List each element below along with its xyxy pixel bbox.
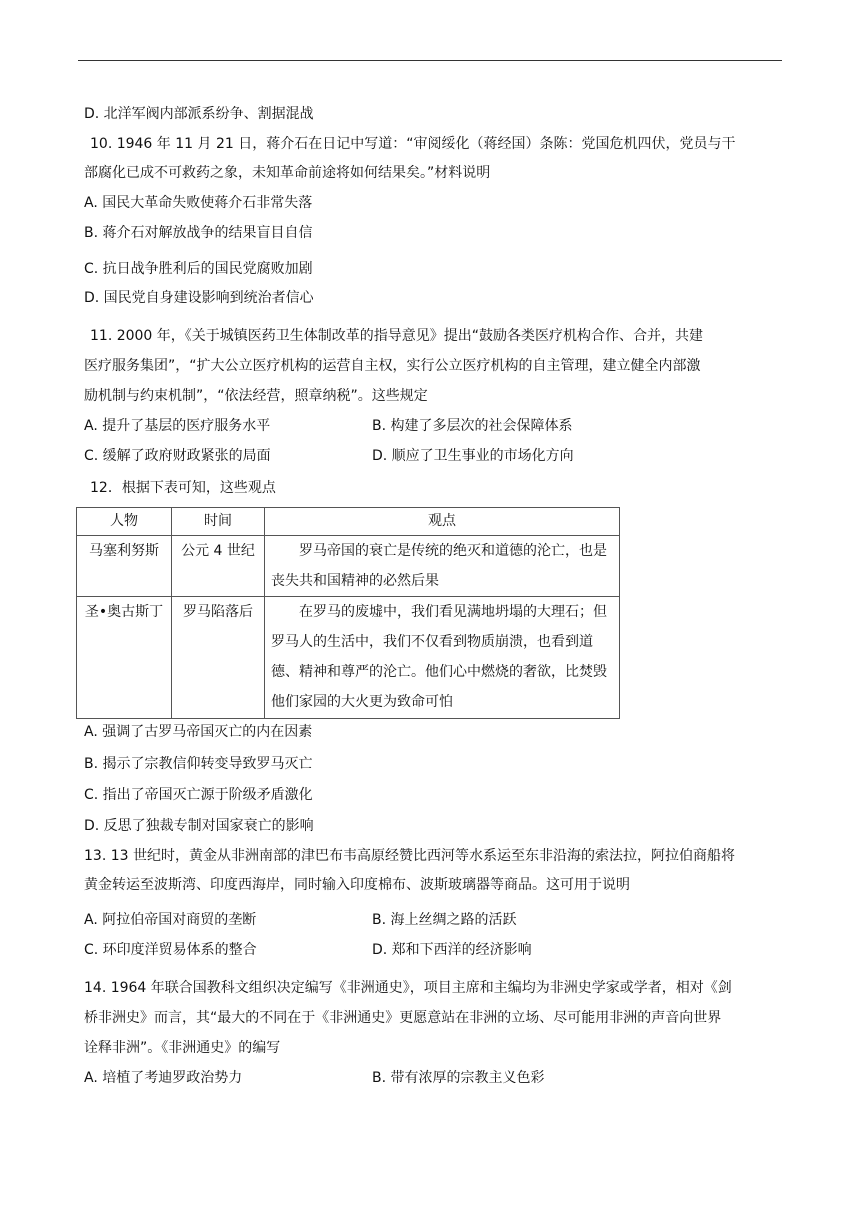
- q10-option-d: D. 国民党自身建设影响到统治者信心: [84, 290, 314, 306]
- header-time: 时间: [172, 508, 265, 536]
- header-rule: [78, 60, 782, 61]
- q12-option-b: B. 揭示了宗教信仰转变导致罗马灭亡: [84, 756, 313, 772]
- q12-option-a: A. 强调了古罗马帝国灭亡的内在因素: [84, 724, 313, 740]
- q10-option-a: A. 国民大革命失败使蒋介石非常失落: [84, 195, 313, 211]
- q11-option-c: C. 缓解了政府财政紧张的局面: [84, 448, 271, 464]
- header-person: 人物: [77, 508, 172, 536]
- header-view: 观点: [265, 508, 620, 536]
- q10-option-b: B. 蒋介石对解放战争的结果盲目自信: [84, 225, 313, 241]
- q10-option-c: C. 抗日战争胜利后的国民党腐败加剧: [84, 261, 313, 277]
- table-header-row: [77, 508, 620, 536]
- q12-option-c: C. 指出了帝国灭亡源于阶级矛盾激化: [84, 787, 313, 803]
- table-row: [77, 597, 620, 719]
- q13-option-a: A. 阿拉伯帝国对商贸的垄断: [84, 912, 257, 928]
- q11-option-b: B. 构建了多层次的社会保障体系: [372, 418, 573, 434]
- row1-view: 罗马帝国的衰亡是传统的绝灭和道德的沦亡，也是丧失共和国精神的必然后果: [265, 536, 620, 597]
- q14-option-b: B. 带有浓厚的宗教主义色彩: [372, 1070, 545, 1086]
- q13-stem-line-1: 13. 13 世纪时，黄金从非洲南部的津巴布韦高原经赞比西河等水系运至东非沿海的索法拉，阿拉伯商船将: [84, 848, 735, 864]
- q14-stem-line-1: 14. 1964 年联合国教科文组织决定编写《非洲通史》，项目主席和主编均为非洲史学家或学者，相对《剑: [84, 980, 732, 996]
- q11-stem-line-3: 励机制与约束机制”，“依法经营，照章纳税”。这些规定: [84, 388, 428, 404]
- row2-time: 罗马陷落后: [172, 597, 265, 719]
- row1-time: 公元 4 世纪: [172, 536, 265, 597]
- q11-option-d: D. 顺应了卫生事业的市场化方向: [372, 448, 574, 464]
- q14-option-a: A. 培植了考迪罗政治势力: [84, 1070, 243, 1086]
- q14-stem-line-2: 桥非洲史》而言，其“最大的不同在于《非洲通史》更愿意站在非洲的立场、尽可能用非洲的声音向世界: [84, 1010, 722, 1026]
- q13-option-d: D. 郑和下西洋的经济影响: [372, 942, 532, 958]
- q13-option-b: B. 海上丝绸之路的活跃: [372, 912, 517, 928]
- table-row: [77, 536, 620, 597]
- q11-stem-line-1: 11. 2000 年，《关于城镇医药卫生体制改革的指导意见》提出“鼓励各类医疗机构合作、合并，共建: [90, 328, 704, 344]
- row2-view: 在罗马的废墟中，我们看见满地坍塌的大理石；但罗马人的生活中，我们不仅看到物质崩溃，也看到道德、精神和尊严的沦亡。他们心中燃烧的奢欲，比焚毁他们家园的大火更为致命可怕: [265, 597, 620, 719]
- row1-person: 马塞利努斯: [77, 536, 172, 597]
- q11-stem-line-2: 医疗服务集团”，“扩大公立医疗机构的运营自主权，实行公立医疗机构的自主管理，建立健全内部激: [84, 358, 701, 374]
- row2-person: 圣•奥古斯丁: [77, 597, 172, 719]
- q10-stem-line-1: 10. 1946 年 11 月 21 日，蒋介石在日记中写道：“审阅绥化（蒋经国）条陈：党国危机四伏，党员与干: [90, 136, 736, 152]
- q10-stem-line-2: 部腐化已成不可救药之象，未知革命前途将如何结果矣。”材料说明: [84, 165, 491, 181]
- q11-option-a: A. 提升了基层的医疗服务水平: [84, 418, 271, 434]
- q12-stem: 12．根据下表可知，这些观点: [90, 480, 276, 496]
- q12-option-d: D. 反思了独裁专制对国家衰亡的影响: [84, 818, 314, 834]
- q13-stem-line-2: 黄金转运至波斯湾、印度西海岸，同时输入印度棉布、波斯玻璃器等商品。这可用于说明: [84, 877, 630, 893]
- q13-option-c: C. 环印度洋贸易体系的整合: [84, 942, 257, 958]
- q12-table: [76, 507, 620, 719]
- q14-stem-line-3: 诠释非洲”。《非洲通史》的编写: [84, 1040, 281, 1056]
- q9-option-d: D. 北洋军阀内部派系纷争、割据混战: [84, 106, 314, 122]
